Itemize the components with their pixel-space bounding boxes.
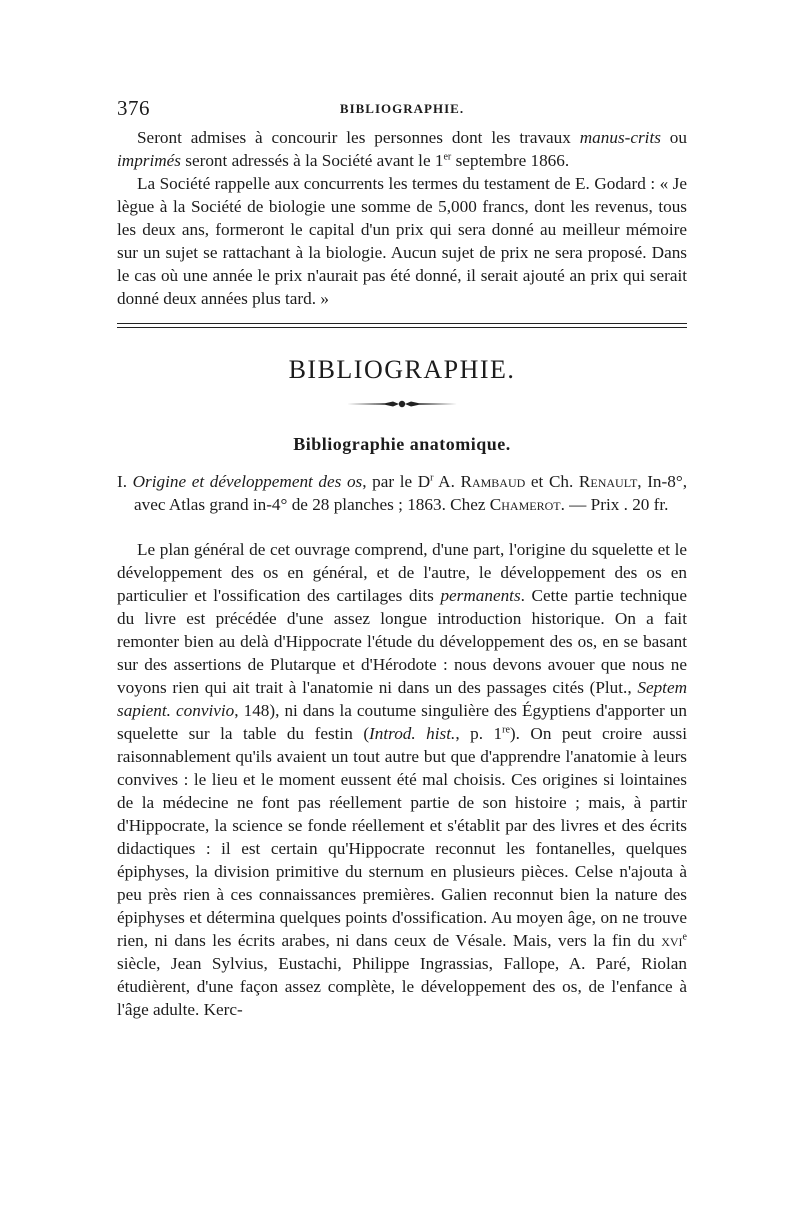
text-run: Le plan général de cet ouvrage comprend, d'une part, l'origine du squelette et le développement des os en général, et de l'autre, le développement des os en particulier et l'ossification des cartilages dits	[117, 540, 687, 605]
section-title: BIBLIOGRAPHIE.	[288, 355, 516, 384]
divider-rule	[117, 327, 687, 328]
bibliography-entry	[117, 470, 687, 516]
paragraph-testament: La Société rappelle aux concurrents les termes du testament de E. Godard : « Je lègue à la Société de biologie une somme de 5,000 francs, dont les revenus, tous les deux ans, formeront le capital d'un prix qui sera donné au meilleur mémoire sur un sujet se rattachant à la biologie. Aucun sujet de prix ne sera proposé. Dans le cas où une année le prix n'aurait pas été donné, il serait ajouté an prix qui serait donné deux années plus tard. »	[117, 174, 687, 308]
superscript: e	[682, 931, 687, 943]
entry-publisher: Chamerot	[489, 495, 561, 514]
italic-citation: Septem sapient. convivio	[117, 678, 687, 720]
italic-term: manus-crits	[579, 128, 661, 147]
subsection-title: Bibliographie anatomique.	[293, 434, 511, 454]
section-divider	[117, 323, 687, 328]
text-run: et Ch.	[525, 472, 579, 491]
entry-price: . — Prix . 20 fr.	[560, 495, 669, 514]
century-numeral: xvi	[661, 931, 683, 950]
text-run: Seront admises à concourir les personnes dont les travaux	[137, 128, 580, 147]
text-run: . Cette partie technique du livre est précédée d'une assez longue introduction historique. On a fait remonter bien au delà d'Hippocrate l'étude du développement des os, en se basant sur des assertions de Plutarque et d'Hérodote : nous devons avouer que nous ne voyons rien qui ait trait à l'anatomie ni dans un des passages cités (Plut.,	[117, 586, 687, 697]
text-run: siècle, Jean Sylvius, Eustachi, Philippe Ingrassias, Fallope, A. Paré, Riolan étudièrent, d'une façon assez complète, le développement des os, de l'enfance à l'âge adulte. Kerc-	[117, 954, 687, 1019]
text-run: ). On peut croire aussi raisonnablement qu'ils avaient un tout autre but que d'apprendre l'anatomie à leurs convives : le lieu et le moment eussent été mal choisis. Ces origines si lointaines de la médecine ne font pas réellement partie de son histoire ; mais, à partir d'Hippocrate, la science se fonde réellement et s'établit par des livres et des écrits didactiques : il est certain qu'Hippocrate reconnut les fontanelles, quelques épiphyses, la division primitive du sternum en plusieurs pièces. Celse n'ajouta à peu près rien à ces connaissances premières. Galien reconnut bien la nature des épiphyses et détermina quelques points d'ossification. Au moyen âge, on ne trouve rien, ni dans les écrits arabes, ni dans ceux de Vésale. Mais, vers la fin du	[117, 724, 687, 950]
text-run: ou	[660, 128, 687, 147]
superscript: r	[430, 472, 434, 484]
paragraph-submission	[117, 126, 687, 172]
italic-citation: Introd. hist.	[369, 724, 456, 743]
ornament-divider	[347, 399, 457, 409]
running-head: BIBLIOGRAPHIE.	[339, 101, 465, 116]
entry-number: I.	[117, 472, 133, 491]
italic-term: permanents	[440, 586, 521, 605]
entry-author: Renault	[578, 472, 638, 491]
divider-rule	[117, 323, 687, 324]
entry-author: A. Rambaud	[433, 472, 526, 491]
page-header	[117, 96, 687, 126]
page-number: 376	[117, 96, 150, 120]
text-run: seront adressés à la Société avant le 1	[180, 151, 444, 170]
text-run: septembre 1866.	[451, 151, 570, 170]
text-run: , 148), ni dans la coutume singulière des Égyptiens d'apporter un squelette sur la table du festin (	[117, 701, 687, 743]
italic-term: imprimés	[117, 151, 181, 170]
review-paragraph	[117, 538, 687, 1021]
superscript: er	[443, 151, 452, 163]
text-run: , p. 1	[455, 724, 503, 743]
superscript: re	[502, 724, 510, 736]
entry-title: Origine et développement des os	[132, 472, 363, 491]
text-run: , par le D	[362, 472, 431, 491]
page-body	[117, 126, 687, 1021]
entry-format: , In-8°, avec Atlas grand in-4° de 28 planches ; 1863. Chez	[134, 472, 687, 514]
